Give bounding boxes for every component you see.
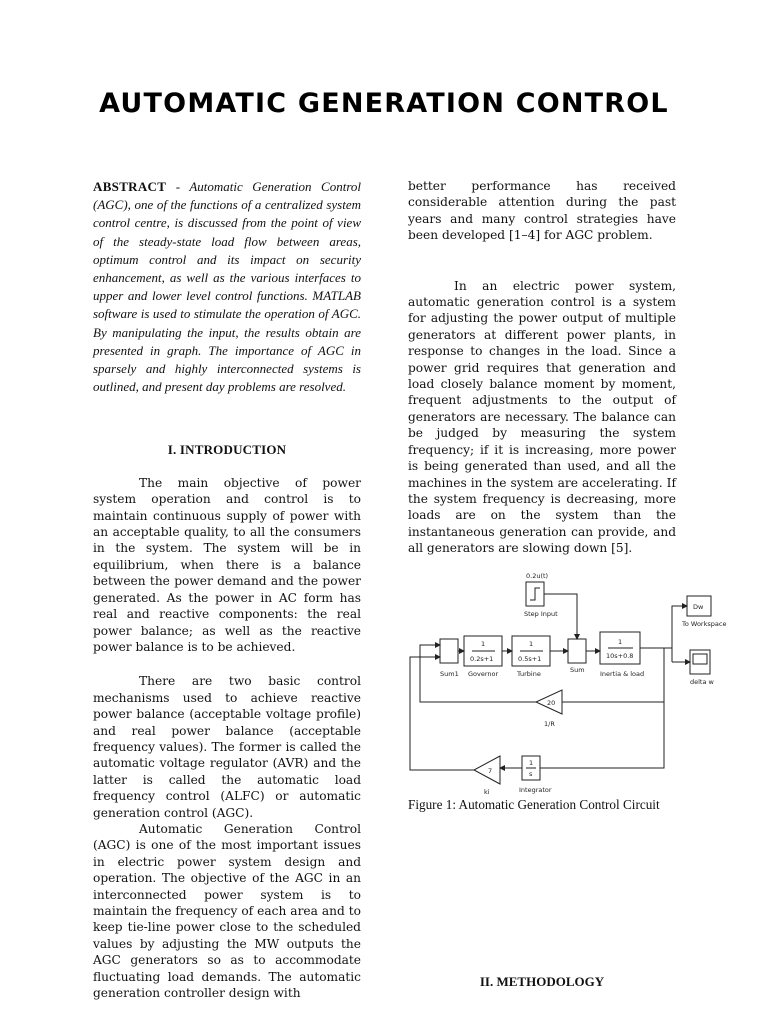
governor-label: Governor: [468, 670, 499, 678]
right-paragraph-1: better performance has received considerable attention during the past years and many control strategies have been developed [1–4] for AGC problem.: [408, 179, 676, 243]
introduction-heading: I. INTRODUCTION: [167, 442, 287, 458]
governor-num: 1: [481, 640, 486, 648]
gain-ki-value: 7: [488, 767, 493, 775]
gain-r-value: 20: [547, 699, 556, 707]
integrator-num: 1: [529, 759, 534, 767]
left-column: [93, 178, 361, 1001]
intro-paragraph-2: There are two basic control mechanisms used to achieve reactive power balance (acceptable voltage profile) and real power balance (acceptable frequency values). The former is called the automatic voltage regulator (AVR) and the latter is called the automatic load frequency control (ALFC) or automatic generation control (AGC).: [93, 674, 361, 820]
turbine-num: 1: [529, 640, 534, 648]
integrator-den: s: [529, 770, 533, 778]
workspace-value: Dw: [693, 603, 704, 611]
sum1-label: Sum1: [440, 670, 459, 678]
gain-ki-label: ki: [484, 788, 490, 796]
turbine-label: Turbine: [517, 670, 541, 678]
inertia-label: Inertia & load: [600, 670, 645, 678]
sum-label: Sum: [570, 666, 585, 674]
abstract: [93, 178, 361, 396]
abstract-text: - Automatic Generation Control (AGC), one of the functions of a centralized system control centre, is discussed from the point of view of the steady-state load flow between areas, optimum control and its impact on security enhancement, as well as the various interfaces to upper and lower level control functions. MATLAB software is used to stimulate the operation of AGC. By manipulating the input, the results obtain are presented in graph. The importance of AGC in sparsely and highly interconnected systems is outlined, and present day problems are resolved.: [93, 179, 362, 395]
sum1-block: [440, 639, 458, 663]
workspace-label: To Workspace: [682, 620, 727, 628]
abstract-label: ABSTRACT: [93, 179, 167, 194]
figure-caption: Figure 1: Automatic Generation Control Circuit: [408, 797, 660, 812]
agc-block-diagram: [402, 566, 732, 796]
step-input-value: 0.2u(t): [526, 572, 549, 580]
inertia-num: 1: [618, 638, 623, 646]
inertia-den: 10s+0.8: [606, 652, 634, 660]
gain-ki-block: [474, 756, 500, 784]
turbine-den: 0.5s+1: [518, 655, 542, 663]
gain-r-label: 1/R: [544, 720, 555, 728]
integrator-label: Integrator: [519, 786, 552, 794]
right-paragraph-2: In an electric power system, automatic generation control is a system for adjusting the power output of multiple generators at different power plants, in response to changes in the load. Since a power grid requires that generation and load closely balance moment by moment, frequent adjustments to the output of generators are necessary. The balance can be judged by measuring the system frequency; if it is increasing, more power is being generated than used, and all the machines in the system are accelerating. If the system frequency is decreasing, more loads are on the system than the instantaneous generation can provide, and all generators are slowing down [5].: [408, 278, 676, 556]
scope-label: delta w: [690, 678, 714, 686]
intro-paragraph-1: The main objective of power system operation and control is to maintain continuous supply of power with an acceptable quality, to all the consumers in the system. The system will be in equilibrium, when there is a balance between the power demand and the power generated. As the power in AC form has real and reactive components: the real power balance; as well as the reactive power balance is to be achieved.: [93, 475, 361, 654]
paper-title: AUTOMATIC GENERATION CONTROL: [99, 88, 669, 119]
methodology-heading: II. METHODOLOGY: [479, 974, 605, 989]
governor-den: 0.2s+1: [470, 655, 494, 663]
intro-paragraph-3: Automatic Generation Control (AGC) is one of the most important issues in electric power system design and operation. The objective of the AGC in an interconnected power system is to maintain the frequency of each area and to keep tie-line power close to the scheduled values by adjusting the MW outputs the AGC generators so as to accommodate fluctuating load demands. The automatic generation controller design with: [93, 821, 361, 1001]
right-column: [408, 178, 676, 557]
step-input-label: Step Input: [524, 610, 558, 618]
sum-block: [568, 639, 586, 663]
